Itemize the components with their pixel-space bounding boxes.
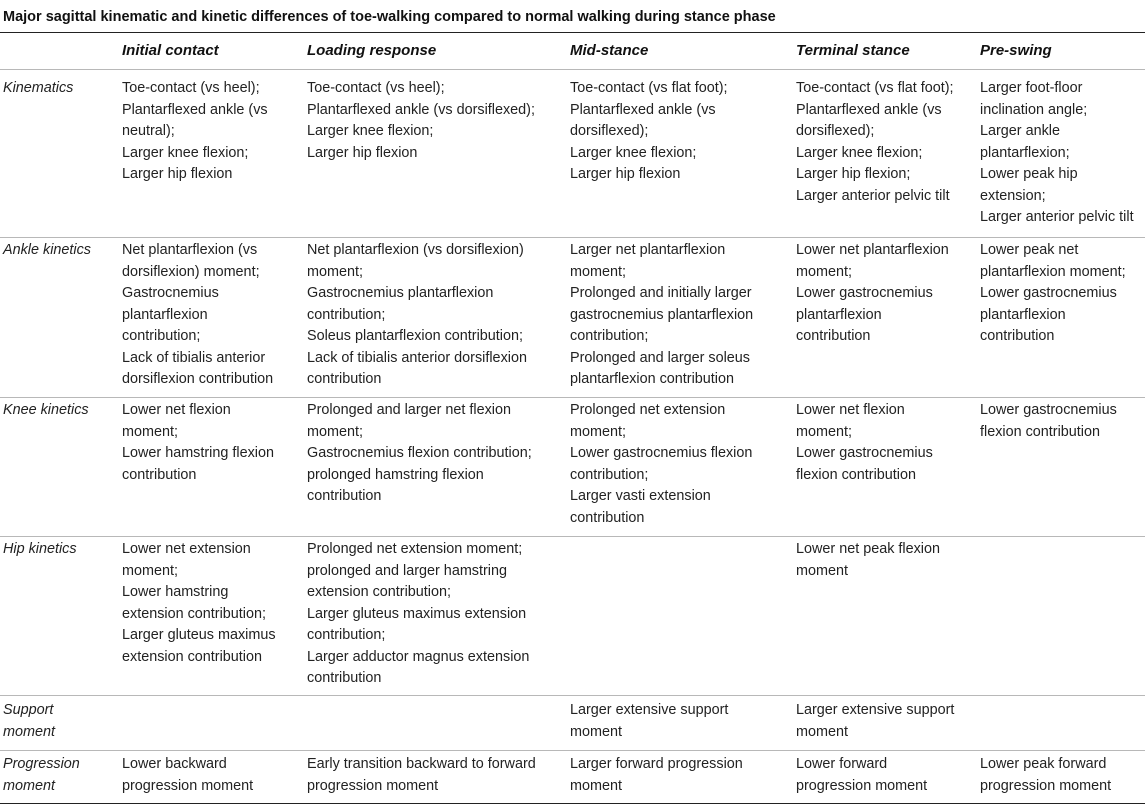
table-cell: [980, 400, 1117, 443]
table-cell: [307, 240, 527, 391]
cell-line: Prolonged net extension moment;: [307, 541, 523, 557]
cell-line: Lower gastrocnemius flexion: [570, 445, 753, 461]
cell-line: dorsiflexed);: [796, 123, 875, 139]
table-top-rule: [0, 32, 1145, 33]
cell-line: contribution: [980, 328, 1055, 344]
cell-line: Toe-contact (vs flat foot);: [796, 80, 954, 96]
cell-line: Toe-contact (vs flat foot);: [570, 80, 728, 96]
cell-line: prolonged hamstring flexion: [307, 466, 484, 483]
header-rule: [0, 69, 1145, 70]
row-divider: [0, 397, 1145, 398]
cell-line: Larger extensive support: [570, 702, 729, 718]
cell-line: progression moment: [122, 777, 254, 794]
cell-line: Lower net flexion: [122, 402, 231, 418]
cell-line: Larger hip flexion: [122, 166, 233, 182]
cell-line: moment: [570, 723, 622, 740]
column-header: Mid-stance: [570, 42, 649, 59]
cell-line: flexion contribution: [796, 466, 916, 483]
cell-line: contribution: [307, 488, 382, 504]
row-divider: [0, 750, 1145, 751]
cell-line: Lower gastrocnemius: [796, 285, 933, 301]
cell-line: Larger net plantarflexion: [570, 242, 726, 258]
row-label: [3, 78, 73, 100]
table-cell: [570, 754, 743, 797]
cell-line: plantarflexion: [122, 306, 208, 323]
table-cell: [122, 400, 274, 486]
cell-line: dorsiflexion) moment;: [122, 263, 260, 280]
cell-line: extension;: [980, 187, 1046, 204]
cell-line: extension contribution: [122, 648, 262, 665]
cell-line: contribution;: [307, 627, 386, 643]
row-divider: [0, 695, 1145, 696]
cell-line: Soleus plantarflexion contribution;: [307, 328, 523, 344]
table-cell: [796, 539, 940, 582]
column-header: Initial contact: [122, 42, 219, 59]
table-cell: [796, 754, 927, 797]
cell-line: Prolonged and larger net flexion: [307, 402, 512, 418]
cell-line: Net plantarflexion (vs: [122, 242, 258, 258]
row-label-line: Support: [3, 702, 54, 718]
cell-line: prolonged and larger hamstring: [307, 562, 507, 579]
cell-line: Lower peak hip: [980, 166, 1078, 182]
row-label-line: Progression: [3, 756, 80, 772]
cell-line: moment: [570, 777, 622, 794]
cell-line: dorsiflexed);: [570, 123, 649, 139]
cell-line: moment;: [122, 562, 178, 579]
table-cell: [570, 400, 752, 529]
table-cell: [570, 240, 753, 391]
cell-line: Lower net extension: [122, 541, 251, 557]
cell-line: Lower gastrocnemius: [980, 285, 1117, 301]
cell-line: moment;: [307, 263, 363, 280]
table-cell: [796, 400, 933, 486]
cell-line: inclination angle;: [980, 101, 1088, 118]
cell-line: Lower forward: [796, 756, 888, 772]
cell-line: moment;: [307, 423, 363, 440]
cell-line: Larger forward progression: [570, 756, 743, 772]
cell-line: Larger hip flexion: [570, 166, 681, 182]
cell-line: Early transition backward to forward: [307, 756, 536, 772]
cell-line: extension contribution;: [307, 584, 451, 600]
cell-line: moment;: [570, 263, 626, 280]
row-label-line: Hip kinetics: [3, 541, 77, 557]
cell-line: contribution;: [307, 306, 386, 323]
cell-line: progression moment: [307, 777, 439, 794]
table-cell: [796, 78, 954, 207]
cell-line: plantarflexion moment;: [980, 263, 1126, 280]
cell-line: neutral);: [122, 123, 175, 139]
column-header: Loading response: [307, 42, 437, 59]
cell-line: Plantarflexed ankle (vs dorsiflexed);: [307, 101, 535, 118]
cell-line: Larger gluteus maximus extension: [307, 605, 527, 622]
row-label-line: moment: [3, 723, 55, 740]
cell-line: Gastrocnemius plantarflexion: [307, 285, 494, 301]
cell-line: Net plantarflexion (vs dorsiflexion): [307, 242, 524, 258]
cell-line: contribution: [570, 509, 645, 526]
row-label: [3, 700, 55, 743]
cell-line: contribution: [122, 466, 197, 483]
cell-line: contribution: [307, 371, 382, 387]
row-label: [3, 240, 91, 262]
column-header: Pre-swing: [980, 42, 1052, 59]
cell-line: Lower gastrocnemius: [796, 445, 933, 461]
table-cell: [307, 78, 535, 164]
table-cell: [122, 754, 253, 797]
cell-line: Lower peak forward: [980, 756, 1107, 772]
cell-line: Plantarflexed ankle (vs: [122, 101, 268, 118]
cell-line: Larger knee flexion;: [122, 144, 249, 161]
cell-line: Toe-contact (vs heel);: [122, 80, 260, 96]
cell-line: contribution;: [570, 466, 649, 483]
cell-line: extension contribution;: [122, 605, 266, 622]
table-cell: [570, 78, 728, 186]
cell-line: gastrocnemius plantarflexion: [570, 306, 754, 323]
table-cell: [307, 539, 529, 690]
row-label-line: Ankle kinetics: [3, 242, 91, 258]
cell-line: plantarflexion;: [980, 144, 1070, 161]
cell-line: plantarflexion contribution: [570, 371, 734, 387]
cell-line: Larger hip flexion;: [796, 166, 911, 182]
table-cell: [570, 700, 728, 743]
cell-line: Lower hamstring flexion: [122, 445, 274, 461]
cell-line: Toe-contact (vs heel);: [307, 80, 445, 96]
cell-line: contribution: [307, 670, 382, 686]
table-cell: [122, 240, 273, 391]
cell-line: moment: [796, 562, 848, 579]
column-header: Terminal stance: [796, 42, 910, 59]
cell-line: Larger knee flexion;: [307, 123, 434, 139]
row-divider: [0, 536, 1145, 537]
cell-line: Lower backward: [122, 756, 227, 772]
table-bottom-rule: [0, 803, 1145, 804]
table-caption: Major sagittal kinematic and kinetic differences of toe-walking compared to normal walking during stance phase: [3, 9, 776, 25]
cell-line: contribution;: [570, 328, 649, 344]
cell-line: contribution;: [122, 328, 201, 344]
table-cell: [980, 78, 1134, 229]
cell-line: progression moment: [980, 777, 1112, 794]
cell-line: Larger gluteus maximus: [122, 627, 276, 643]
cell-line: Gastrocnemius flexion contribution;: [307, 445, 532, 461]
row-label: [3, 539, 77, 561]
cell-line: Plantarflexed ankle (vs: [796, 101, 942, 118]
table-cell: [307, 754, 536, 797]
cell-line: Lack of tibialis anterior: [122, 349, 266, 366]
cell-line: Larger knee flexion;: [570, 144, 697, 161]
table-cell: [980, 754, 1111, 797]
cell-line: Lower net flexion: [796, 402, 905, 418]
cell-line: Lower hamstring: [122, 584, 229, 600]
cell-line: Prolonged and initially larger: [570, 285, 752, 301]
cell-line: plantarflexion: [980, 306, 1066, 323]
table-cell: [122, 539, 276, 668]
cell-line: Larger knee flexion;: [796, 144, 923, 161]
cell-line: Plantarflexed ankle (vs: [570, 101, 716, 118]
table-cell: [307, 400, 532, 508]
row-label-line: Knee kinetics: [3, 402, 89, 418]
cell-line: plantarflexion: [796, 306, 882, 323]
cell-line: Gastrocnemius: [122, 285, 219, 301]
cell-line: flexion contribution: [980, 423, 1100, 440]
table-cell: [796, 240, 949, 348]
cell-line: Lack of tibialis anterior dorsiflexion: [307, 349, 527, 366]
cell-line: Lower peak net: [980, 242, 1079, 258]
cell-line: contribution: [796, 328, 871, 344]
cell-line: Larger anterior pelvic tilt: [796, 187, 950, 204]
cell-line: Larger ankle: [980, 123, 1060, 139]
row-label: [3, 400, 89, 422]
cell-line: Prolonged and larger soleus: [570, 349, 751, 366]
cell-line: moment;: [570, 423, 626, 440]
cell-line: Larger anterior pelvic tilt: [980, 209, 1134, 225]
row-label-line: moment: [3, 777, 55, 794]
table-cell: [796, 700, 954, 743]
row-label-line: Kinematics: [3, 80, 74, 96]
cell-line: progression moment: [796, 777, 928, 794]
cell-line: Lower net peak flexion: [796, 541, 940, 557]
cell-line: Prolonged net extension: [570, 402, 726, 418]
cell-line: moment;: [122, 423, 178, 440]
row-divider: [0, 237, 1145, 238]
table-cell: [980, 240, 1126, 348]
cell-line: Larger hip flexion: [307, 144, 418, 161]
cell-line: Larger vasti extension: [570, 488, 711, 504]
cell-line: moment: [796, 723, 848, 740]
cell-line: Larger adductor magnus extension: [307, 648, 530, 665]
cell-line: dorsiflexion contribution: [122, 371, 274, 387]
cell-line: moment;: [796, 423, 852, 440]
table-cell: [122, 78, 268, 186]
row-label: [3, 754, 80, 797]
cell-line: moment;: [796, 263, 852, 280]
cell-line: Lower net plantarflexion: [796, 242, 949, 258]
cell-line: Larger extensive support: [796, 702, 955, 718]
cell-line: Larger foot-floor: [980, 80, 1083, 96]
cell-line: Lower gastrocnemius: [980, 402, 1117, 418]
